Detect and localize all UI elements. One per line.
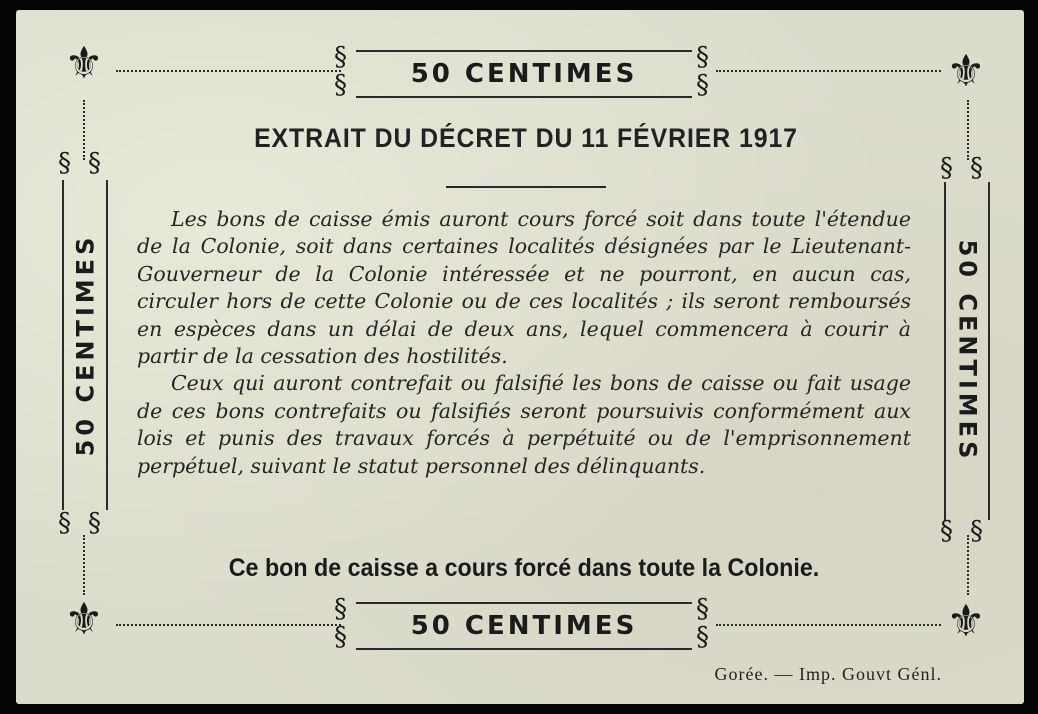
banknote	[16, 10, 1024, 704]
decree-paragraph-1: Les bons de caisse émis auront cours forcé soit dans toute l'étendue de la Colonie, soit dans certaines localités désignées par le Lieutenant-Gouverneur de la Colonie intéressée et ne pourront, en aucun cas, circuler hors de cette Colonie ou de ces localités ; ils seront remboursés en espèces dans un délai de deux ans, lequel commencera à courir à partir de la cessation des hostilités.	[137, 207, 911, 369]
fleur-de-lis-icon: ⚜	[64, 38, 104, 89]
scroll-ornament-icon: §	[696, 622, 709, 652]
scroll-ornament-icon: §	[696, 42, 709, 72]
scroll-ornament-icon: §	[334, 70, 347, 100]
scroll-ornament-icon: §	[334, 622, 347, 652]
fleur-de-lis-icon: ⚜	[64, 594, 104, 645]
decree-text	[137, 206, 911, 480]
right-bottom-dotted-line	[967, 535, 969, 595]
scroll-ornament-icon: §	[58, 508, 71, 538]
fleur-de-lis-icon: ⚜	[946, 596, 986, 647]
bottom-left-dotted-line	[116, 624, 341, 626]
denomination-right	[944, 182, 990, 520]
decree-title: EXTRAIT DU DÉCRET DU 11 FÉVRIER 1917	[254, 123, 798, 153]
denomination-left	[62, 180, 108, 510]
bottom-right-dotted-line	[716, 624, 941, 626]
title-underline	[446, 186, 606, 188]
scroll-ornament-icon: §	[970, 153, 983, 183]
denomination-left-text: 50 CENTIMES	[71, 233, 99, 457]
denomination-bottom: 50 CENTIMES	[356, 602, 692, 650]
scroll-ornament-icon: §	[88, 148, 101, 178]
fleur-de-lis-icon: ⚜	[946, 46, 986, 97]
scroll-ornament-icon: §	[696, 70, 709, 100]
scroll-ornament-icon: §	[334, 42, 347, 72]
printer-imprint: Gorée. — Imp. Gouvt Génl.	[714, 664, 942, 684]
right-top-dotted-line	[967, 100, 969, 160]
scroll-ornament-icon: §	[334, 594, 347, 624]
left-top-dotted-line	[83, 100, 85, 160]
scroll-ornament-icon: §	[58, 148, 71, 178]
decree-paragraph-2: Ceux qui auront contrefait ou falsifié les bons de caisse ou fait usage de ces bons contrefaits ou falsifiés seront poursuivis conformément aux lois et punis des travaux forcés à perpétuité ou de l'emprisonnement perpétuel, suivant le statut personnel des délinquants.	[137, 371, 911, 478]
scroll-ornament-icon: §	[940, 153, 953, 183]
denomination-top: 50 CENTIMES	[356, 50, 692, 98]
scroll-ornament-icon: §	[88, 508, 101, 538]
scroll-ornament-icon: §	[696, 594, 709, 624]
top-right-dotted-line	[716, 70, 941, 72]
scroll-ornament-icon: §	[970, 516, 983, 546]
scroll-ornament-icon: §	[940, 516, 953, 546]
left-bottom-dotted-line	[83, 535, 85, 595]
top-left-dotted-line	[116, 70, 341, 72]
legal-tender-statement: Ce bon de caisse a cours forcé dans toute la Colonie.	[228, 554, 820, 582]
denomination-right-text: 50 CENTIMES	[953, 239, 981, 463]
